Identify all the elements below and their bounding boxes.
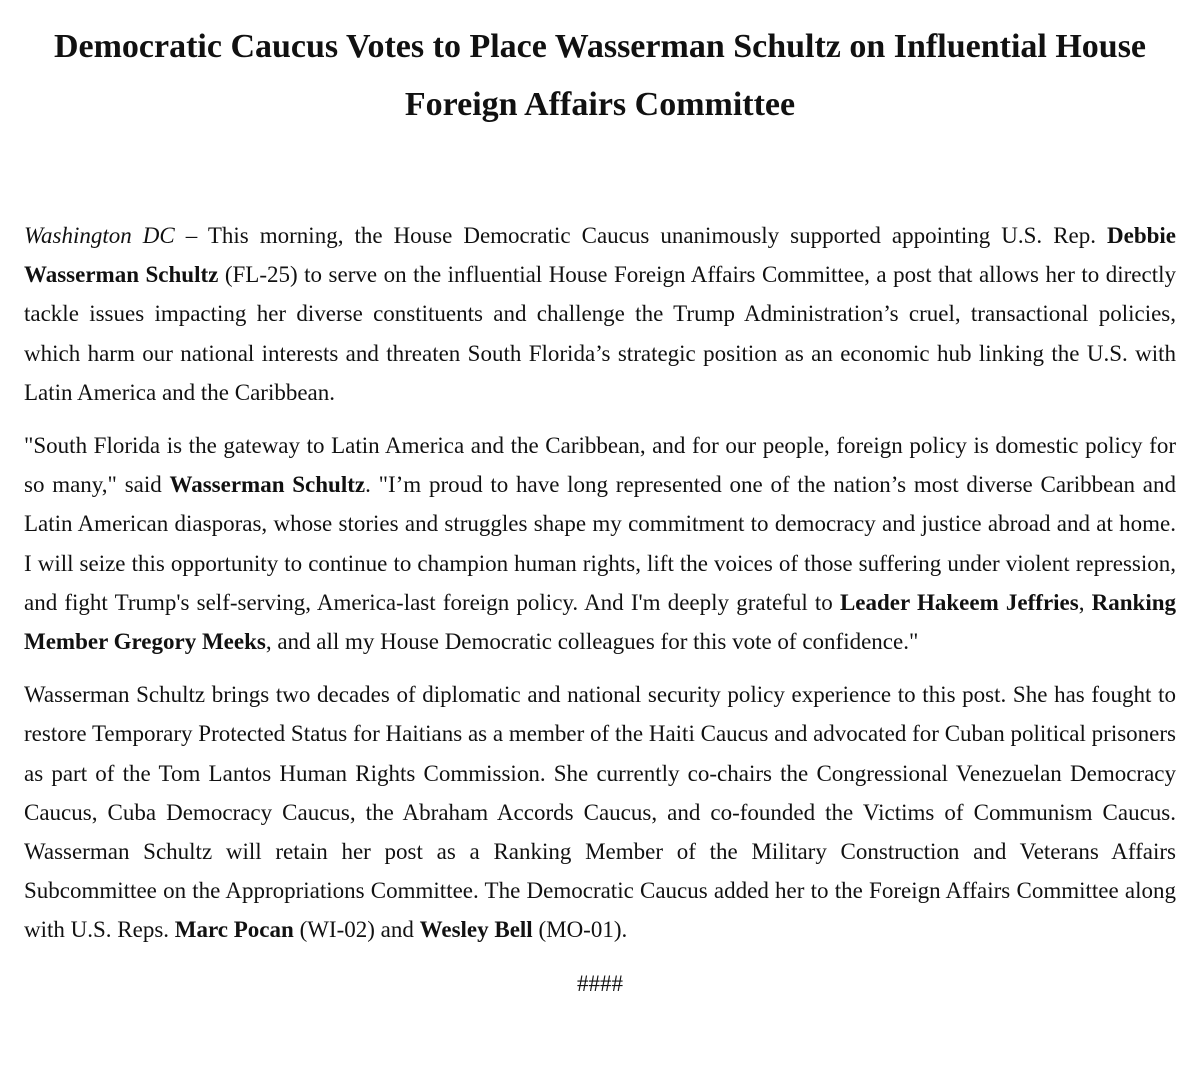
name-debbie-wasserman-schultz: Debbie Wasserman Schultz	[24, 223, 1177, 288]
dateline-dash: –	[174, 223, 208, 248]
name-marc-pocan: Marc Pocan	[174, 917, 294, 943]
paragraph-2-text: "South Florida is the gateway to Latin America and the Caribbean, and for our people, foreign policy is domestic policy for so many," said	[24, 433, 1176, 498]
name-wasserman-schultz: Wasserman Schultz	[169, 472, 366, 498]
name-gregory-meeks: Ranking Member Gregory Meeks	[24, 589, 1177, 655]
end-mark: ####	[577, 970, 623, 996]
paragraph-1-text: This morning, the House Democratic Caucus unanimously supported appointing U.S. Rep.	[207, 223, 1108, 248]
dateline: Washington DC	[24, 223, 175, 248]
paragraph-1-text: (FL-25) to serve on the influential House Foreign Affairs Committee, a post that allows her to directly tackle issues impacting her diverse constituents and challenge the Trump Administration’s cruel, transactional policies, which harm our national interests and threaten South Florida’s strategic position as an economic hub linking the U.S. with Latin America and the Caribbean.	[24, 262, 1176, 405]
name-hakeem-jeffries: Leader Hakeem Jeffries	[839, 589, 1079, 615]
paragraph-2-text: ,	[1078, 589, 1092, 615]
paragraph-2-text: , and all my House Democratic colleagues for this vote of confidence."	[265, 629, 919, 655]
paragraph-3-text: Wasserman Schultz brings two decades of diplomatic and national security policy experience to this post. She has fought to restore Temporary Protected Status for Haitians as a member of the Haiti Caucus and advocated for Cuban political prisoners as part of the Tom Lantos Human Rights Commission. She currently co-chairs the Congressional Venezuelan Democracy Caucus, Cuba Democracy Caucus, the Abraham Accords Caucus, and co-founded the Victims of Communism Caucus. Wasserman Schultz will retain her post as a Ranking Member of the Military Construction and Veterans Affairs Subcommittee on the Appropriations Committee. The Democratic Caucus added her to the Foreign Affairs Committee along with U.S. Reps.	[24, 682, 1176, 943]
paragraph-3-text: (MO-01).	[532, 917, 628, 943]
release-body	[24, 216, 1176, 1003]
paragraph-1	[24, 216, 1176, 412]
name-wesley-bell: Wesley Bell	[419, 917, 533, 943]
paragraph-3-text: (WI-02) and	[293, 917, 420, 943]
paragraph-2-text: . "I’m proud to have long represented one of the nation’s most diverse Caribbean and Latin American diasporas, whose stories and struggles shape my commitment to democracy and justice abroad and at home. I will seize this opportunity to continue to champion human rights, lift the voices of those suffering under violent repression, and fight Trump's self-serving, America-last foreign policy. And I'm deeply grateful to	[24, 472, 1176, 615]
headline: Democratic Caucus Votes to Place Wasserman Schultz on Influential House Foreign Affairs Committee	[53, 28, 1147, 123]
paragraph-2-quote	[24, 426, 1176, 661]
paragraph-3	[24, 675, 1176, 949]
